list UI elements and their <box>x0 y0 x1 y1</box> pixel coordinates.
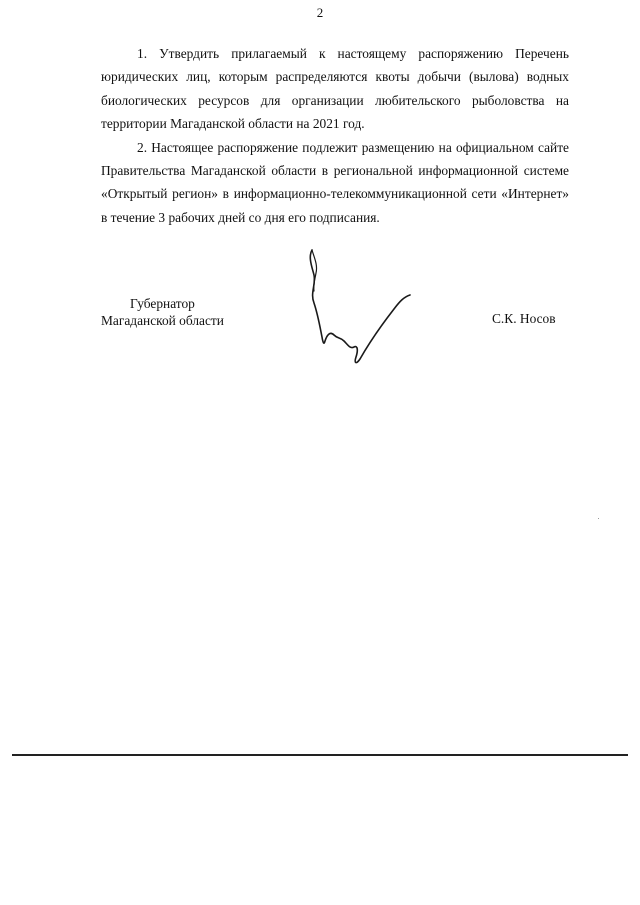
page-number: 2 <box>316 5 324 20</box>
paragraph-1: 1. Утвердить прилагаемый к настоящему распоряжению Перечень юридических лиц, которым распределяются квоты добычи (вылова) водных биологических ресурсов для организации любительского рыболовства на территории Магаданской области на 2021 год. <box>101 46 569 132</box>
footer-rule <box>12 754 628 756</box>
signatory-position-line2: Магаданской области <box>101 313 224 328</box>
paragraph-2: 2. Настоящее распоряжение подлежит размещению на официальном сайте Правительства Магаданской области в региональной информационной системе «Открытый регион» в информационно-телекоммуникационной сети «Интернет» в течение 3 рабочих дней со дня его подписания. <box>101 139 569 225</box>
scan-speck <box>598 518 599 519</box>
signatory-position <box>101 295 261 329</box>
signatory-name: С.К. Носов <box>492 311 556 326</box>
handwritten-signature <box>298 245 418 370</box>
signatory-position-line1: Губернатор <box>130 296 195 311</box>
